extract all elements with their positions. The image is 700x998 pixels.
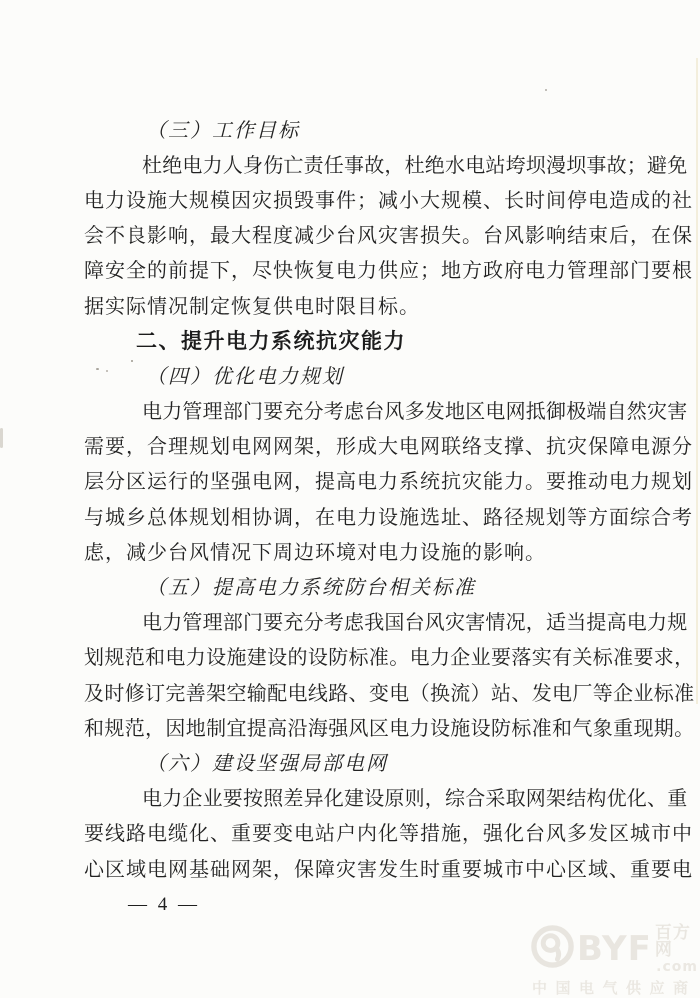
doc-line: 虑，减少台风情况下周边环境对电力设施的影响。 (84, 541, 546, 564)
scan-speck (96, 368, 99, 370)
doc-line: 据实际情况制定恢复供电时限目标。 (84, 295, 420, 318)
byf-site-block (654, 922, 698, 975)
doc-line: 电力企业要按照差异化建设原则，综合采取网架结构优化、重 (142, 788, 688, 811)
subsection-heading-6: （六）建设坚强局部电网 (146, 752, 388, 775)
byf-site-name: 百方网 (654, 922, 691, 960)
doc-line: 电力管理部门要充分考虑台风多发地区电网抵御极端自然灾害 (142, 401, 688, 424)
subsection-heading-5: （五）提高电力系统防台相关标准 (146, 577, 476, 600)
document-body (84, 113, 696, 887)
subsection-heading-3: （三）工作目标 (146, 119, 300, 142)
byf-tagline: 中国电气供应商 (532, 981, 697, 997)
byf-watermark-row (530, 924, 698, 974)
doc-line: 层分区运行的坚强电网，提高电力系统抗灾能力。要推动电力规划 (84, 471, 693, 494)
doc-line: 杜绝电力人身伤亡责任事故，杜绝水电站垮坝漫坝事故；避免 (142, 154, 688, 177)
doc-line: 要线路电缆化、重要变电站户内化等措施，强化台风多发区城市中 (84, 823, 693, 846)
byf-logo-text: BYF (577, 929, 652, 969)
doc-line: 需要，合理规划电网网架，形成大电网联络支撑、抗灾保障电源分 (84, 436, 693, 459)
page-number: — 4 — (128, 894, 200, 915)
subsection-heading-4: （四）优化电力规划 (146, 365, 344, 388)
section-heading-2: 二、提升电力系统抗灾能力 (136, 330, 406, 354)
doc-line: 会不良影响，最大程度减少台风灾害损失。台风影响结束后，在保 (84, 225, 693, 248)
doc-line: 与城乡总体规划相协调，在电力设施选址、路径规划等方面综合考 (84, 506, 693, 529)
doc-line: 及时修订完善架空输配电线路、变电（换流）站、发电厂等企业标准 (84, 682, 695, 705)
scan-edge-smudge (0, 428, 3, 448)
doc-line: 电力管理部门要充分考虑我国台风灾害情况，适当提高电力规 (142, 612, 688, 635)
doc-line: 障安全的前提下，尽快恢复电力供应；地方政府电力管理部门要根 (84, 260, 693, 283)
byf-spiral-logo-icon (530, 924, 575, 974)
scan-speck (131, 360, 133, 362)
scan-speck (545, 89, 547, 91)
byf-site-domain: .com (656, 958, 698, 975)
doc-line: 心区域电网基础网架，保障灾害发生时重要城市中心区域、重要电 (84, 858, 693, 881)
scan-speck (106, 370, 108, 372)
byf-watermark (530, 924, 698, 998)
doc-line: 和规范，因地制宜提高沿海强风区电力设施设防标准和气象重现期。 (84, 717, 695, 740)
doc-line: 划规范和电力设施建设的设防标准。电力企业要落实有关标准要求， (84, 647, 695, 670)
scan-edge-line (696, 58, 698, 704)
doc-line: 电力设施大规模因灾损毁事件；减小大规模、长时间停电造成的社 (84, 189, 693, 212)
